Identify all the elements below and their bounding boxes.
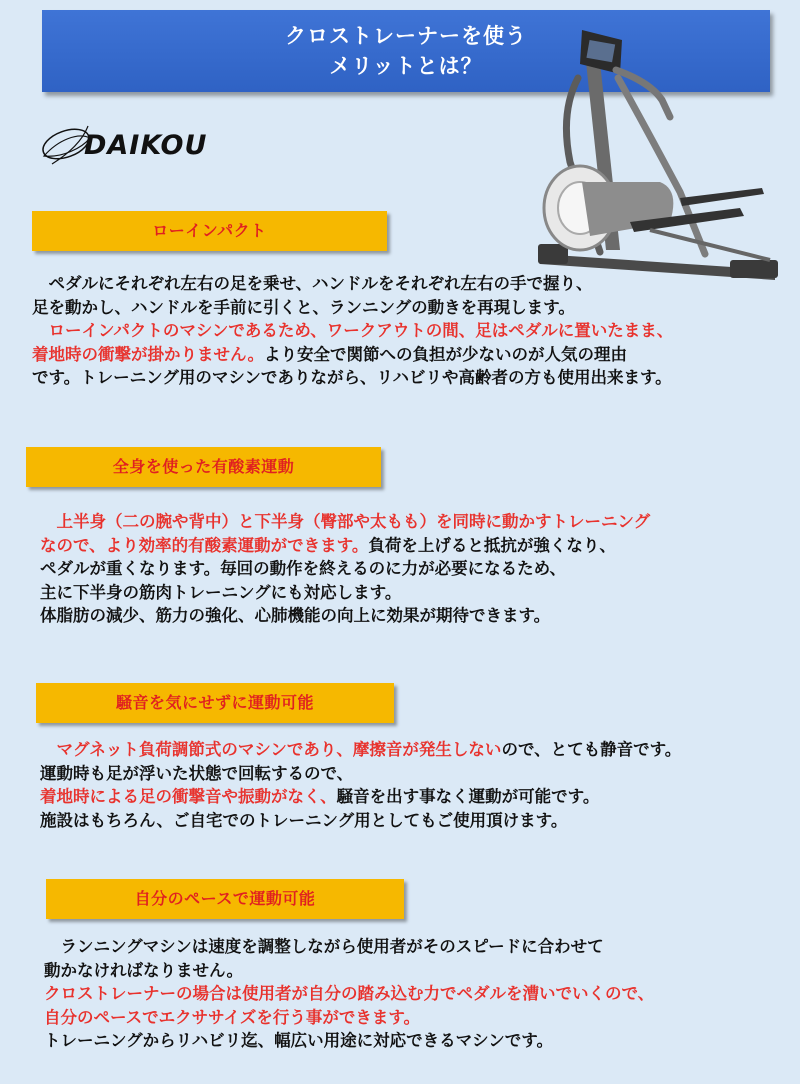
body-text: 運動時も足が浮いた状態で回転するので、: [40, 763, 354, 783]
body-line: [40, 809, 681, 833]
body-text: です。トレーニング用のマシンでありながら、リハビリや高齢者の方も使用出来ます。: [32, 368, 672, 387]
body-line: [40, 510, 650, 534]
highlight-text: なので、より効率的有酸素運動ができます。: [40, 535, 369, 555]
body-line: [44, 1029, 654, 1053]
body-text: より安全で関節への負担が少ないのが人気の理由: [264, 344, 627, 364]
highlight-text: ローインパクトのマシンであるため、ワークアウトの間、足はペダルに置いたまま、: [32, 321, 674, 340]
body-line: [40, 534, 650, 558]
body-line: [40, 762, 681, 786]
body-line: [44, 1006, 654, 1030]
body-line: [32, 272, 673, 296]
body-line: [32, 343, 673, 367]
highlight-text: 着地時の衝撃が掛かりません。: [32, 344, 264, 364]
title-line-1: クロストレーナーを使う: [285, 24, 527, 48]
highlight-text: クロストレーナーの場合は使用者が自分の踏み込む力でペダルを漕いでいくので、: [44, 984, 655, 1003]
body-text: 施設はもちろん、ご自宅でのトレーニング用としてもご使用頂けます。: [40, 810, 568, 830]
body-text: 負荷を上げると抵抗が強くなり、: [368, 535, 616, 555]
cross-trainer-machine-image: [530, 22, 795, 287]
body-text: ペダルにそれぞれ左右の足を乗せ、ハンドルをそれぞれ左右の手で握り、: [32, 274, 593, 293]
body-line: [40, 604, 650, 628]
body-line: [44, 982, 654, 1006]
section-label-own-pace: 自分のペースで運動可能: [46, 879, 404, 919]
body-line: [40, 557, 650, 581]
body-text: 足を動かし、ハンドルを手前に引くと、ランニングの動きを再現します。: [32, 297, 575, 317]
body-text: 動かなければなりません。: [44, 960, 243, 980]
body-text: トレーニングからリハビリ迄、幅広い用途に対応できるマシンです。: [44, 1031, 553, 1050]
section-label-whole-body-aerobic: 全身を使った有酸素運動: [26, 447, 381, 487]
body-text: ので、とても静音です。: [501, 740, 682, 759]
section-body-whole-body-aerobic: [40, 510, 650, 628]
section-label-low-impact: ローインパクト: [32, 211, 387, 251]
body-text: 騒音を出す事なく運動が可能です。: [336, 787, 600, 806]
highlight-text: マグネット負荷調節式のマシンであり、摩擦音が発生しない: [40, 740, 502, 759]
title-line-2: メリットとは？: [329, 54, 483, 78]
body-line: [32, 296, 673, 320]
highlight-text: 着地時による足の衝撃音や振動がなく、: [40, 787, 337, 806]
body-line: [32, 366, 673, 390]
body-line: [40, 738, 681, 762]
body-text: 体脂肪の減少、筋力の強化、心肺機能の向上に効果が期待できます。: [40, 606, 551, 625]
section-body-own-pace: [44, 935, 654, 1053]
highlight-text: 自分のペースでエクササイズを行う事ができます。: [44, 1007, 421, 1027]
body-line: [32, 319, 673, 343]
body-line: [40, 785, 681, 809]
brand-name: DAIKOU: [84, 130, 208, 161]
body-text: ランニングマシンは速度を調整しながら使用者がそのスピードに合わせて: [44, 937, 604, 956]
body-line: [44, 959, 654, 983]
section-label-quiet-operation: 騒音を気にせずに運動可能: [36, 683, 394, 723]
body-line: [40, 581, 650, 605]
highlight-text: 上半身（二の腕や背中）と下半身（臀部や太もも）を同時に動かすトレーニング: [40, 512, 651, 531]
section-body-low-impact: [32, 272, 673, 390]
body-text: 主に下半身の筋肉トレーニングにも対応します。: [40, 582, 402, 602]
section-body-quiet-operation: [40, 738, 681, 832]
body-line: [44, 935, 654, 959]
body-text: ペダルが重くなります。毎回の動作を終えるのに力が必要になるため、: [40, 559, 567, 578]
